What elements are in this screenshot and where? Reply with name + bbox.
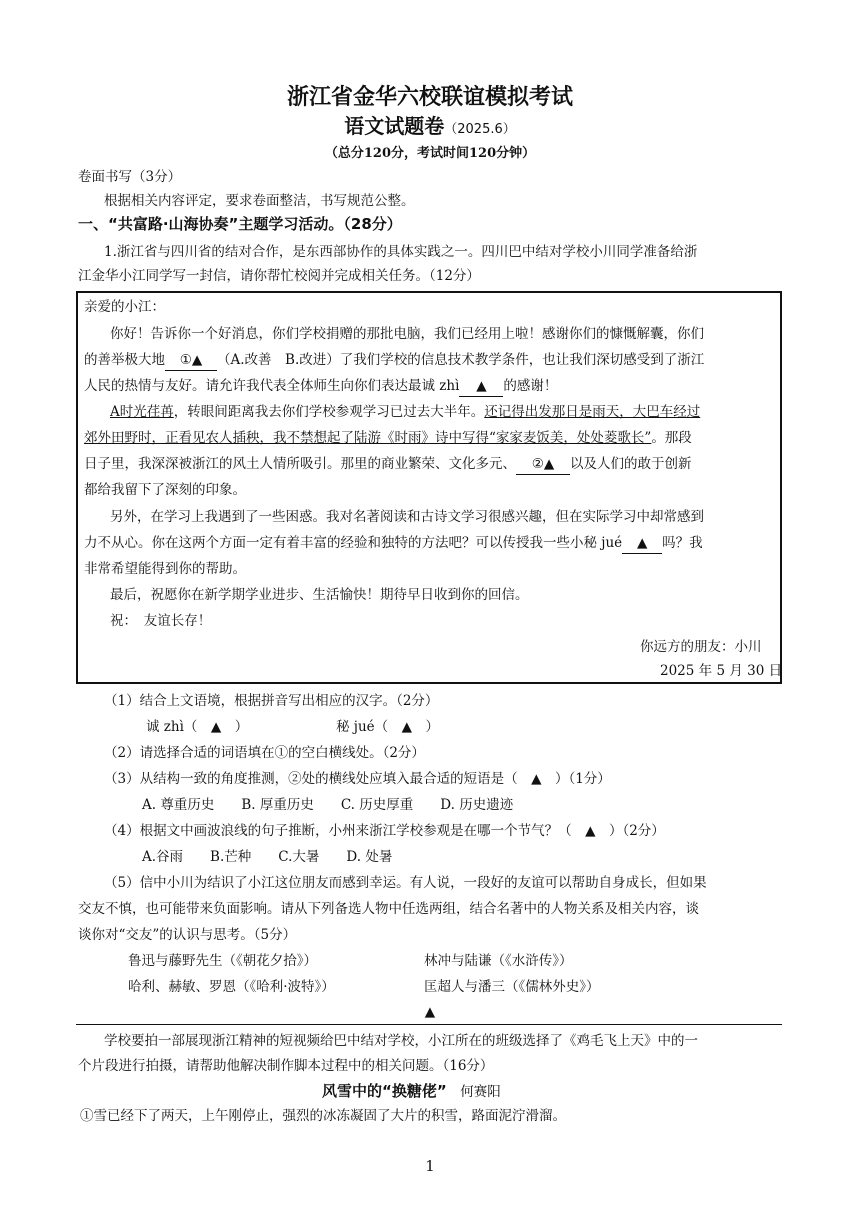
q1-intro-1: 1.浙江省与四川省的结对合作，是东西部协作的具体实践之一。四川巴中结对学校小川同学准备给浙 — [104, 244, 698, 260]
letter-p2-line2 — [84, 428, 692, 448]
letter-p3-text-b: 吗？我 — [662, 535, 703, 551]
pair-b: 林冲与陆谦（《水浒传》） — [424, 953, 573, 969]
letter-p2-text-c: 。那段 — [651, 430, 692, 446]
handwriting-desc: 根据相关内容评定，要求卷面整洁，书写规范公整。 — [104, 193, 415, 209]
letter-signature: 你远方的朋友：小川 — [640, 639, 762, 655]
letter-salutation: 亲爱的小江： — [84, 299, 165, 315]
story-heading — [322, 1081, 501, 1102]
letter-p1-text-c: 人民的热情与友好。请允许我代表全体师生向你们表达最诚 zhì — [84, 378, 460, 394]
wavy-sentence-end: 郊外田野时，正看见农人插秧，我不禁想起了陆游《时雨》诗中写得“家家麦饭美，处处菱歌长” — [84, 430, 652, 446]
underlined-phrase-a: A时光荏苒 — [110, 404, 174, 420]
exam-info: （总分120分，考试时间120分钟） — [324, 146, 536, 161]
story-p1: ①雪已经下了两天，上午刚停止，强烈的冰冻凝固了大片的积雪，路面泥泞滑溜。 — [80, 1108, 566, 1124]
letter-p2-line1 — [110, 402, 700, 422]
divider-line — [76, 1024, 782, 1025]
q1-4-prompt: （4）根据文中画波浪线的句子推断，小州来浙江学校参观是在哪一个节气？（ ▲ ）（2分） — [104, 823, 665, 839]
letter-p2-text-d: 日子里，我深深被浙江的风土人情所吸引。那里的商业繁荣、文化多元、 — [84, 456, 516, 472]
letter-p3-line3: 非常希望能得到你的帮助。 — [84, 561, 246, 577]
letter-p1-text-b: （A.改善 B.改进）了我们学校的信息技术教学条件，也让我们深切感受到了浙江 — [217, 352, 705, 368]
q1-intro-2: 江金华小江同学写一封信，请你帮忙校阅并完成相关任务。（12分） — [78, 268, 480, 284]
q1-1-prompt: （1）结合上文语境，根据拼音写出相应的汉字。（2分） — [104, 693, 439, 709]
blank-jue: ▲ — [622, 533, 662, 554]
letter-p1-text-a: 的善举极大地 — [84, 352, 165, 368]
q2-line2: 个片段进行拍摄，请帮助他解决制作脚本过程中的相关问题。（16分） — [78, 1058, 494, 1074]
q1-5-line2: 交友不慎，也可能带来负面影响。请从下列备选人物中任选两组，结合名著中的人物关系及相关内容，谈 — [78, 901, 699, 917]
q1-1-a: 诚 zhì（ ▲ ） — [146, 719, 249, 735]
section1-title: 一、“共富路·山海协奏”主题学习活动。（28分） — [78, 215, 402, 233]
blank-2: ②▲ — [516, 454, 570, 475]
q1-5-line3: 谈你对“交友”的认识与思考。（5分） — [78, 927, 297, 943]
letter-p1-line1: 你好！告诉你一个好消息，你们学校捐赠的那批电脑，我们已经用上啦！感谢你们的慷慨解囊，你们 — [110, 326, 704, 342]
pair-a: 鲁迅与藤野先生（《朝花夕拾》） — [128, 953, 317, 969]
pair-d: 匡超人与潘三（《儒林外史》） — [424, 979, 600, 995]
letter-p3-text-a: 力不从心。你在这两个方面一定有着丰富的经验和独特的方法吧？可以传授我一些小秘 jué — [84, 535, 623, 551]
story-author: 何赛阳 — [460, 1084, 501, 1100]
q2-line1: 学校要拍一部展现浙江精神的短视频给巴中结对学校，小江所在的班级选择了《鸡毛飞上天》中的一 — [104, 1033, 698, 1049]
story-title: 风雪中的“换糖佬” — [322, 1082, 447, 1100]
letter-p2-text-e: 以及人们的敢于创新 — [570, 456, 692, 472]
letter-p1-text-d: 的感谢！ — [503, 378, 558, 394]
letter-p2-text-b: ，转眼间距离我去你们学校参观学习已过去大半年。 — [173, 404, 485, 420]
letter-p5: 祝： 友谊长存！ — [110, 613, 212, 629]
q1-3-options: A. 尊重历史 B. 厚重历史 C. 历史厚重 D. 历史遗迹 — [142, 797, 514, 813]
letter-p3-line1: 另外，在学习上我遇到了一些困惑。我对名著阅读和古诗文学习很感兴趣，但在实际学习中却常感到 — [110, 509, 704, 525]
exam-title: 浙江省金华六校联谊模拟考试 — [286, 85, 573, 110]
letter-date: 2025 年 5 月 30 日 — [660, 663, 783, 679]
subtitle-date: （2025.6） — [444, 122, 516, 137]
exam-subtitle — [0, 110, 860, 139]
pair-c: 哈利、赫敏、罗恩（《哈利·波特》） — [128, 979, 335, 995]
q1-5-line1: （5）信中小川为结识了小江这位朋友而感到幸运。有人说，一段好的友谊可以帮助自身成长，但如果 — [104, 875, 707, 891]
subtitle-text: 语文试题卷 — [344, 114, 445, 138]
letter-p1-line2 — [84, 350, 704, 371]
blank-zhi: ▲ — [459, 376, 503, 397]
letter-p4: 最后，祝愿你在新学期学业进步、生活愉快！期待早日收到你的回信。 — [110, 587, 529, 603]
q1-2-prompt: （2）请选择合适的词语填在①的空白横线处。（2分） — [104, 745, 425, 761]
wavy-sentence-start: 还记得出发那日是雨天，大巴车经过 — [484, 404, 701, 420]
letter-p1-line3 — [84, 376, 557, 397]
page-number: 1 — [425, 1157, 435, 1175]
letter-p2-line4: 都给我留下了深刻的印象。 — [84, 482, 246, 498]
letter-p2-line3 — [84, 454, 692, 475]
q1-3-prompt: （3）从结构一致的角度推测，②处的横线处应填入最合适的短语是（ ▲ ）（1分） — [104, 771, 611, 787]
handwriting-title: 卷面书写（3分） — [78, 169, 182, 185]
answer-mark: ▲ — [424, 1004, 436, 1020]
q1-4-options: A.谷雨 B.芒种 C.大暑 D. 处暑 — [142, 849, 393, 865]
letter-p3-line2 — [84, 533, 703, 554]
q1-1-b: 秘 jué（ ▲ ） — [336, 719, 440, 735]
blank-1: ①▲ — [165, 350, 217, 371]
